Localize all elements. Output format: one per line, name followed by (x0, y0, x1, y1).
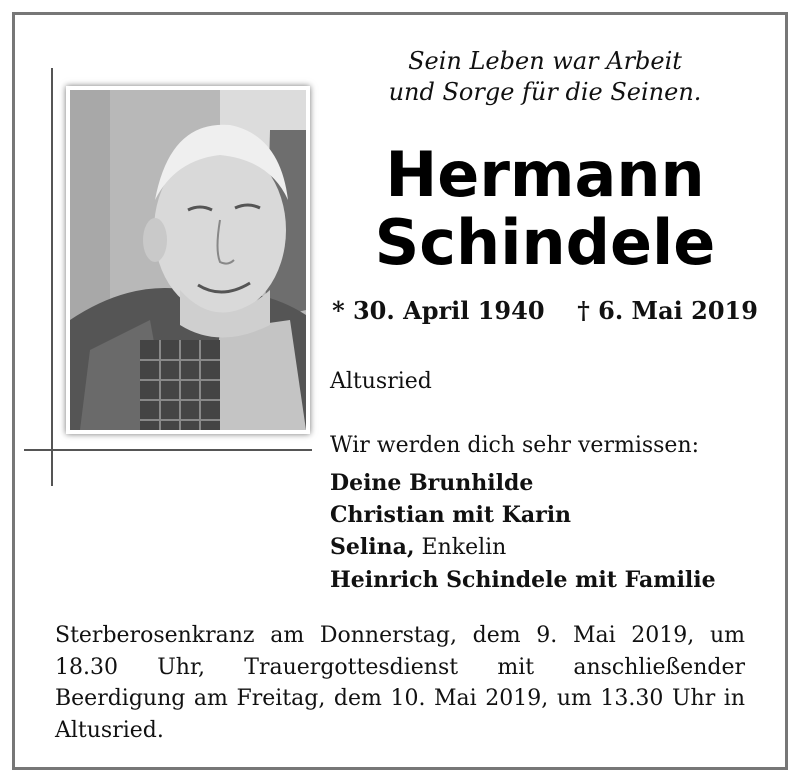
grandchild-name: Selina, (330, 534, 415, 560)
motto-line-2: und Sorge für die Seinen. (388, 78, 702, 106)
cross-vertical-line (51, 68, 53, 486)
family-list (330, 467, 716, 596)
first-name: Hermann (385, 138, 705, 211)
birth-date: * 30. April 1940 (332, 296, 545, 325)
family-member (330, 531, 716, 564)
place: Altusried (330, 369, 432, 394)
portrait-photo (66, 86, 310, 434)
cross-horizontal-line (24, 449, 312, 451)
grandchild-role: Enkelin (421, 535, 507, 560)
funeral-details: Sterberosenkranz am Donnerstag, dem 9. Mai 2019, um 18.30 Uhr, Trauergottesdienst mit anschließender Beerdigung am Freitag, dem 10. Mai 2019, um 13.30 Uhr in Altusried. (55, 623, 745, 743)
last-name: Schindele (374, 206, 716, 279)
life-dates (330, 296, 760, 326)
family-member: Christian mit Karin (330, 502, 572, 528)
portrait-illustration (70, 90, 306, 430)
motto-line-1: Sein Leben war Arbeit (408, 47, 682, 75)
mourning-line: Wir werden dich sehr vermissen: (330, 433, 700, 458)
family-member: Deine Brunhilde (330, 470, 534, 496)
family-member: Heinrich Schindele mit Familie (330, 567, 716, 593)
death-date: † 6. Mai 2019 (577, 296, 758, 325)
motto (330, 46, 760, 108)
